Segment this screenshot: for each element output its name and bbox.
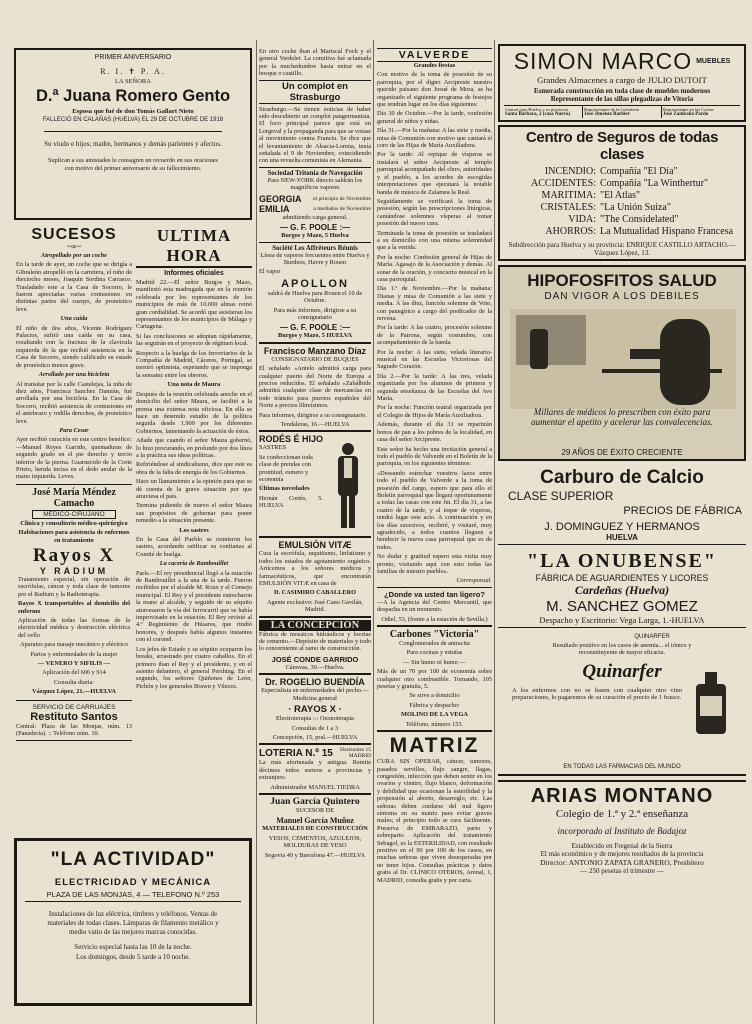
news-subheading: Grandes fiestas [413, 62, 456, 69]
ad-line: Tratamiento especial, sin operación de escrófulas, cáncer y toda clase de tumores por el Radium y la Radioterapia. [18, 576, 130, 598]
ship-name: APOLLON [281, 277, 349, 290]
insurance-row [524, 166, 738, 178]
ad-line: — Sin humo ni humo — [403, 658, 466, 666]
ad-line: incorporado al Instituto de Badajoz [557, 826, 687, 836]
ad-title: MATRIZ [389, 734, 480, 758]
insurance-row [524, 226, 738, 238]
ad-cell-value: Santa Bárbara, 2 (casa Nueva) [505, 112, 571, 117]
ad-title: LOTERIA N.º 15 [259, 747, 333, 759]
ad-title: Juan García Quintero [270, 796, 360, 807]
ad-ship-row [259, 194, 371, 204]
news-paragraph: Respecto a la huelga de los ferroviarios de la Compañía de Madrid, Cáceres, Portugal, se mostró optimista, esperando que se imponga la sensatez entre los obreros. [136, 349, 252, 379]
ad-line: MADRID [348, 753, 371, 760]
ad-line: PRECIOS DE FÁBRICA [623, 505, 742, 517]
ad-matriz [377, 730, 492, 884]
ad-paragraph: CURA SIN OPERAR, cáncer, tumores, pasados servilles, flujo sangre, llagas, congestión, infección que deben sentir en los ovarios y vientre, flujo blanco, deformación y debilidad que ocasionan la esterilidad y la propensión al aborto, desarreglo, etc. Las señoras deben cuidarse del mal ligero síntoma en su matriz para evitar graves males; el principio todo se cura fácilmente. Preserva de EMBARAZO, parto y sobreparto. Aplicación del tratamiento Sebagol, es la ESTERILIDAD, con resultado positivo en el 90 por 100 de los casos, en muchas señoras que viven desesperadas por no tener hijos. Consultas prácticas y datos gratis al Dr. CLÍNICO OTEROS, Arenal, 1, MADRID, consulta gratis y por carta. [377, 758, 492, 884]
news-paragraph: Día 1.º de Noviembre.—Por la mañana: Dianas y misa de Comunión a las siete y media. A las diez, función solemne de Voto, con panegírico a cargo del predicador de la novena. [377, 285, 492, 322]
ad-address: Burgos y Mazo, 5 HUELVA [278, 332, 352, 340]
ad-title: José María Méndez Camacho [32, 486, 116, 509]
ad-line: Manuel García Muñoz [276, 816, 354, 826]
ad-line: Conglomerados de antracita [399, 640, 470, 648]
ad-footer: Subdirección para Huelva y su provincia: ENRIQUE CASTILLO ARTACHO.—Vázquez López, 13. [508, 241, 736, 257]
ad-line: Director: ANTONIO ZAPATA GRANERO, Presbítero [540, 858, 704, 867]
ad-la-concepcion [259, 616, 371, 672]
insurance-type: MARITIMA: [541, 190, 596, 201]
ad-line: Establecido en Fregenal de la Sierra [571, 842, 673, 850]
ad-line: Partos y enfermedades de la mujer [30, 650, 118, 658]
ad-line: Aplicación de todas las formas de la electricidad médica y destrucción eléctrica del vello [18, 617, 130, 639]
ad-cell-head: Central para Huelva y su provincia [505, 107, 568, 112]
ad-line: Teléfono, número 153. [405, 720, 464, 728]
obituary-rip: R. I. ✝ P. A. [100, 67, 166, 76]
ad-emulsion-vitae [259, 536, 371, 613]
news-paragraph: No dudar y gratitud espero esta visita muy pronto, visitando aquí con esto todas las familias de nuestro pueblo». [377, 553, 492, 575]
ad-paragraph: Millares de médicos lo prescriben con éxito para aumentar el apetito y acelerar las convalecencias. [531, 407, 713, 427]
ad-line: Línea de vapores frecuentes entre Huelva y Burdeos, Havre y Rouen [260, 251, 370, 266]
ad-buendia [259, 673, 371, 741]
news-paragraph: Strasburgo.—Se tienen noticias de haber sido descubierto un complot pangermanista. El foco principal parece que está en Lorgeval y la propaganda para que se votase al movimiento contra Francia. Se dice que el levantamiento de Alsacia-Lorena, tenía señalada el 9 de Noviembre, coincidiendo con una revuelta comunista en Alemania. [259, 105, 371, 165]
ad-line: Habitaciones para asistencia de enfermos en tratamiento [18, 529, 130, 544]
divider [44, 131, 222, 132]
news-paragraph: Ayer recibió curación en este centro benéfico: —Manuel Reyes Garrido, quemaduras de segundo grado en el pie derecho y tercio inferior de la pierna. Guarnecido de la Corte Prieto, herida incisa en el dedo anular de la mano izquierda. Leves. [16, 436, 132, 481]
news-subheading: Informes oficiales [164, 270, 224, 277]
ad-line: JOSÉ CONDE GARRIDO [271, 654, 359, 664]
pharmacy-illustration-icon [510, 309, 736, 409]
ad-radium: Y RADIUM [39, 566, 109, 576]
ad-line: Cardeñas (Huelva) [574, 583, 670, 597]
news-paragraph: Este señor ha hecho una invitación general a todo el pueblo de Valverde en el Boletín de la parroquia, en los siguientes términos: [377, 445, 492, 468]
column-rule [256, 40, 257, 1024]
news-subheading: Los sastres [179, 526, 209, 534]
insurance-company: "La Unión Suiza" [600, 202, 671, 213]
ad-paragraph: El señalado «Antelo admitirá carga para cualquier puerto del Norte de Europa a precios reducidos. El señalado «Zabálbide admitirá cualquier clase de mercancías en todo tránsito para puertos españoles del Norte a precios libreísimos. [259, 365, 371, 410]
news-heading: Un complot en Strasburgo [259, 80, 371, 104]
ad-line: — 250 pesetas el trimestre — [580, 867, 664, 875]
ad-la-onubense [498, 548, 746, 628]
ad-cell [583, 106, 662, 118]
ad-line: M. SANCHEZ GOMEZ [546, 598, 698, 615]
ad-address: Central: Plaza de las Monjas, núm. 13 (Panadería). :: Teléfono núm. 10. [16, 722, 132, 738]
ad-line: Los domingos, desde 5 tarde a 10 noche. [75, 953, 191, 961]
ad-affreteurs [259, 242, 371, 340]
ad-centro-mercantil [377, 587, 492, 623]
ad-line: saldrá de Huelva para Rouen el 10 de Octubre. [267, 289, 363, 305]
news-paragraph: En la Casa del Pueblo se reunieron los sastres, acordando ratificar su confianza al Comité de huelga. [136, 536, 252, 558]
ship-date: a mediados de Noviembre [313, 205, 371, 212]
news-paragraph: Madrid 22.—El señor Burgos y Mazo, manifestó esta madrugada que en la reunión celebrada por los representantes de los municipios de más de 10.000 almas reinó gran cordialidad. Se acordó que asistieran los representantes de los municipios de Málaga y Cartagena. [136, 279, 252, 331]
ad-line: SUCESOR DE [295, 806, 335, 814]
ad-line: Se sirve a domicilio [409, 692, 460, 700]
column-rule [373, 40, 374, 1024]
ad-paragraph: La más afortunada y antigua. Remite décimos todos sorteos a provincias y extranjero. [259, 759, 371, 782]
ad-cell [504, 106, 583, 118]
ad-rodes-hijo [259, 430, 371, 536]
news-subheading: Atropellado por un coche [41, 252, 107, 259]
ad-line: D. CASIMIRO CABALLERO [273, 589, 357, 597]
ad-subtitle: ELECTRICIDAD Y MECÁNICA [54, 877, 212, 888]
ad-mendez-camacho [16, 484, 132, 701]
ad-line: Para más informes, dirigirse a su consignatario [273, 306, 357, 321]
ad-line: Servicio especial hasta las 10 de la noche. [74, 943, 192, 951]
obituary-notice [14, 48, 252, 220]
news-paragraph: En otro coche iban el Mariscal Foch y el general Verdelet. La comitiva fué aclamada por la muchedumbre hasta entrar en el bosque o castillo. [259, 48, 371, 78]
ad-title-row [259, 747, 371, 759]
ad-cell-head: Representante en las Cristas [663, 107, 714, 112]
news-paragraph: París.—El rey presidencial llegó a la estación de Rambouillet a la una de la tarde. Fueron recibidos por el alcalde M. Roux y el Consejo municipal. El Rey y el presidente estrecharon la mano al alcalde, y seguido de su séquito atravesaron la vía del ferrocarril que se había improvisado en la estación. El Rey revistó al 4.º Regimiento de Húsares, que rindió honores, y después había algunos instantes con el coronel. [136, 569, 252, 644]
ad-paragraph: Se confeccionan toda clase de prendas con prontitud, esmero y economía [259, 453, 313, 484]
ad-title: Carbones "Victoria" [389, 629, 480, 641]
ad-line: — VENERO Y SIFILIS — [37, 660, 111, 668]
ad-rayos: · RAYOS X · [288, 704, 342, 716]
ad-line: Especialista en enfermedades del pecho.—Medicina general [261, 687, 369, 702]
ad-line: Fábrica y despacho: [409, 701, 460, 709]
ad-aside [340, 747, 371, 759]
ad-line: Clínica y consultorio médico-quirúrgico [20, 519, 128, 527]
obituary-title: LA SEÑORA [115, 78, 151, 85]
ad-title: HIPOFOSFITOS SALUD [527, 271, 717, 290]
news-paragraph: «Deseando estrechar vuestros lazos entre todo el pueblo de Valverde a la toma de posesión del cargo, espero que para ello el Boletín parroquial que llegará oportunamente a todas las casas con este fin. El día 31, a las cuatro de la tarde, y al toque de vísperas, tendrá lugar este acto. A continuación y en los días sucesivos, recibiré, y visitaré, muy agradecido, a todos cuantos lleguen a bendecir la nueva casa parroquial que es de todos. [377, 469, 492, 551]
newspaper-page [8, 40, 748, 1024]
ad-address: Burgos y Mazo, 5 Huelva [281, 232, 349, 240]
column-ultima-hora [136, 226, 252, 832]
news-paragraph: En la tarde de ayer, un coche que se dirigía a Gibraleón atropelló en la carretera, el niño de dieciocho meses, Joaquín Sordina Carrasco. Trasladado este a la Casa de Socorro, le fueron apreciadas varias contusiones en distintas partes del cuerpo, de pronóstico leve. [16, 261, 132, 313]
news-paragraph: Día 30 de Octubre.—Por la tarde, confesión general de niños y niñas. [377, 110, 492, 125]
ad-address: Segovia 49 y Barcelona 47.—HUELVA [264, 851, 366, 859]
ad-line: El vapor [259, 268, 281, 276]
ad-line: Aparatos para masaje mecánico y eléctrico [20, 641, 128, 649]
column-3 [259, 48, 371, 1024]
bottle-icon [690, 672, 732, 736]
byline: Corresponsal. [456, 577, 492, 585]
ad-agent: — G. F. POOLE :— [279, 323, 351, 333]
ad-title: SIMON MARCO [513, 48, 693, 74]
ad-line: Últimas novedades [259, 485, 310, 493]
ad-footer: 29 AÑOS DE ÉXITO CRECIENTE [561, 448, 683, 457]
ad-title: Restituto Santos [30, 710, 118, 723]
insurance-company: Compañía "El Día" [600, 166, 678, 177]
ship-date: el principio de Noviembre [313, 195, 371, 202]
ad-line: Rayos X transportables al domicilio del enfermo [18, 600, 130, 615]
news-paragraph: Termina pidiendo de nuevo el señor Maura sus propósitos de gobernar para poner remedio a la situación presente. [136, 502, 252, 525]
ad-title: ¿Donde va usted tan ligero? [384, 589, 485, 599]
ad-line: FÁBRICA DE AGUARDIENTES Y LICORES [535, 573, 709, 583]
obituary-request: Suplican a sus amistades le consagren un recuerdo en sus oraciones con motivo del primer aniversario de su fallecimiento. [48, 157, 218, 172]
ad-line: Consultas de 1 a 3 [291, 724, 339, 732]
ad-line: Representante de las sillas plegadizas de Vitoria [550, 95, 694, 103]
ad-address: Hernán Cortés, 5. HUELVA [259, 494, 323, 510]
ad-hipofosfitos [498, 265, 746, 461]
insurance-type: AHORROS: [545, 226, 596, 237]
insurance-type: CRISTALES: [540, 202, 596, 213]
news-paragraph: Por la tarde: A las cuatro, procesión solemne de la Patrona, según costumbre, con acompañamiento de la banda. [377, 324, 492, 347]
ad-la-actividad [14, 838, 252, 1006]
obituary-death-date: FALLECIÓ EN CALAÑAS (HUELVA) EL 29 DE OCTUBRE DE 1918 [42, 117, 224, 123]
section-heading-valverde: VALVERDE [377, 48, 492, 62]
ad-title: Quinarfer [582, 660, 662, 682]
news-paragraph: Hace un llamamiento a la opinión para que se dé cuenta de la grave situación por que atraviesa el país. [136, 478, 252, 500]
ad-line: Aplicación del 606 y 914 [42, 669, 106, 677]
ad-title: "LA ONUBENSE" [527, 550, 717, 572]
insurance-row [524, 178, 738, 190]
ad-line: Horizontes 15 [339, 747, 371, 754]
insurance-type: INCENDIO: [544, 166, 596, 177]
ad-subtitle: DAN VIGOR A LOS DEBILES [544, 291, 700, 302]
ad-subtitle: CONSIGNATARIO DE BUQUES [271, 355, 359, 363]
ad-garcia-quintero [259, 793, 371, 859]
ad-paragraph: Más de un 70 por 100 de economía sobre cualquier otro combustible. Tomando, 105 pesetas y gratuita, 5. [377, 668, 492, 691]
ad-tritonia [259, 167, 371, 240]
ad-line: Colegio de 1.ª y 2.ª enseñanza [555, 808, 689, 820]
obituary-spouse: Esposa que fué de don Tomás Gallart Nieto [72, 108, 194, 115]
ad-line: Resultado positivo en los casos de anemia... el tónico y reconstituyente de mayor eficacia. [552, 642, 692, 657]
insurance-company: Compañía "La Winthertur" [600, 178, 709, 189]
news-paragraph: Con motivo de la toma de posesión de su parroquia, por el digno Arcipreste nuestro querido paisano don Josué de Mora, se ha organizado el siguiente programa de festejos que tendrán lugar en los días siguientes: [377, 71, 492, 109]
ad-line: Esmerada construcción en toda clase de muebles modernos [533, 87, 711, 95]
news-subheading: La cacería de Rambouillet [159, 560, 229, 568]
ad-agent: — G. F. POOLE :— [279, 223, 351, 233]
insurance-type: VIDA: [568, 214, 596, 225]
ad-address: Cánovas, 30.—Huelva. [285, 663, 345, 671]
news-paragraph: Si las conclusiones se adoptan rápidamente, las seguirán en el proyecto de régimen local. [136, 332, 252, 348]
ad-title: LA CONCEPCIÓN [259, 620, 371, 631]
news-paragraph: Refiriéndose al sindicalismo, dice que este es obra de la falta de energía de los Gobiernos. [136, 461, 252, 476]
insurance-row [524, 214, 738, 226]
ad-title: Centro de Seguros de todas clases [525, 129, 719, 163]
ad-line: Para informes, dirigirse a su consignatario. [259, 411, 367, 419]
ad-centro-seguros [498, 125, 746, 261]
ad-tag: MUEBLES [696, 58, 731, 65]
ad-subtitle: SASTRES [259, 444, 286, 452]
ad-address: Odiel, 53, (frente a la estación de Sevilla.) [381, 615, 488, 623]
ad-cell-head: Representante de la Cristalería [584, 107, 640, 112]
ad-line: QUINARFER [634, 634, 670, 640]
ad-line: El más económico y de mejores resultados de la provincia [540, 850, 704, 858]
ad-title: ARIAS MONTANO [530, 785, 714, 807]
ad-address: Vázquez López, 21.—HUELVA [32, 688, 116, 696]
insurance-row [524, 202, 738, 214]
ad-quinarfer [498, 632, 746, 776]
ad-title: RODÉS É HIJO [259, 434, 324, 445]
ad-subtitle: MÉDICO-CIRUJANO [32, 510, 116, 519]
ad-paragraph: Fábrica de mosaicos hidráulicos y locetas de cemento.—Depósito de materiales y todo lo concerniente al ramo de construcción. [259, 630, 371, 653]
ad-arias-montano [498, 780, 746, 878]
ad-table [504, 105, 740, 118]
ad-title: "LA ACTIVIDAD" [50, 849, 216, 870]
ad-title: Sociedad Tritonia de Navegación [267, 169, 363, 177]
news-paragraph: El niño de dos años, Vicente Rodríguez Palacios, sufrió una caída en su casa, resultando con la fractura de la clavícula izquierda de la que recibió asistencia en la Casa de Socorro, siendo calificado su estado de pronóstico menos grave. [16, 324, 132, 369]
ad-title: Dr. ROGELIO BUENDÍA [265, 677, 365, 688]
ad-paragraph: A los enfermos con no se basen con cualquier otro vino preparaciones, lo pagaremos de su curación el precio de 1 frasco. [512, 686, 682, 702]
news-subheading: Una nota de Maura [167, 381, 221, 389]
ad-carburo [498, 465, 746, 545]
news-paragraph: Día 2.—Por la tarde: A las tres, velada organizada por los alumnos de primera y segunda enseñanza de las Escuelas del Ave María. [377, 372, 492, 403]
news-paragraph: Por la noche: Función teatral organizada por el Colegio de Hijos de María Auxiliadora. [377, 404, 492, 419]
insurance-list [524, 166, 738, 238]
ad-manzano [259, 342, 371, 429]
ad-line: Consulta diaria: [53, 678, 95, 686]
ad-cell-value: José Jiménez Barbier [584, 112, 630, 117]
ship-name: EMILIA [259, 203, 290, 214]
news-paragraph: Terminada la toma de posesión se trasladará a su domicilio con una misma solemnidad que a la venida. [377, 229, 492, 252]
news-paragraph: Día 31.—Por la mañana: A las siete y media, misa de Comunión con motivo que cantará el coro de las Hijas de María Auxiliadora. [377, 127, 492, 150]
ad-cell [662, 106, 740, 118]
ad-line: MATERIALES DE CONSTRUCCIÓN [262, 825, 368, 833]
ad-footer: EN TODAS LAS FARMACIAS DEL MUNDO [563, 764, 681, 770]
ad-address: PLAZA DE LAS MONJAS, 4 — TELEFONO N.º 253 [46, 890, 220, 899]
ad-line: HUELVA [606, 533, 638, 542]
column-valverde [377, 48, 492, 1024]
ad-line: Grandes Almacenes a cargo de JULIO DUTOIT [537, 75, 707, 85]
news-paragraph: Además, durante el día 31 se repartirán bonos de pan a los pobres de la localidad, en casa del señor Arcipreste. [377, 421, 492, 444]
insurance-type: ACCIDENTES: [531, 178, 596, 189]
ad-address: Tendaleras, 16.—HUELVA [280, 421, 350, 428]
column-rule [494, 40, 495, 1024]
ad-cell-value: José Zambaña Pardo [663, 112, 709, 117]
ad-title: Société Les Affréteurs Réunis [272, 244, 358, 252]
insurance-row [524, 190, 738, 202]
ad-simon-marco [498, 44, 746, 122]
news-paragraph: Por la tarde: Al repique de vísperas se instalará el señor Arcipreste al templo parroquial acompañado del clero, autoridades y el pueblo, a los acordes de escogidas interpretaciones que ejecutará la notable banda de música de Zalamea la Real. [377, 151, 492, 196]
ad-ship-row [259, 204, 371, 214]
ad-carruajes [16, 704, 132, 741]
news-paragraph: Seguidamente se verificará la toma de posesión, según las prescripciones litúrgicas, cantándose solemnes vísperas al tomar posesión del nuevo cura. [377, 197, 492, 228]
insurance-company: La Mutualidad Hispano Francesa [600, 226, 734, 237]
ad-title-row [504, 48, 740, 75]
news-paragraph: Al transitar por la calle Castelejas, la niña de diez años, Francisca Sanchez Damián, fué arrollada por una bicicleta. En la Casa de Socorro, recibió asistencia de contusiones en el antebrazo y rodilla derechos, de pronóstico leve. [16, 380, 132, 425]
news-paragraph: Por la noche: A las siete, velada literario-musical en las Escuelas Victoriosas del Sagrado Corazón. [377, 348, 492, 371]
ad-loteria [259, 743, 371, 791]
obituary-anniversary: PRIMER ANIVERSARIO [94, 54, 172, 61]
ship-name: GEORGIA [259, 193, 302, 204]
insurance-company: "The Considelated" [600, 214, 679, 225]
ad-line: Para NEW-YORK directo saldrán los magníficos vapores [267, 176, 363, 192]
column-ads [498, 44, 746, 1024]
section-heading-ultima-hora: ULTIMA HORA [136, 226, 252, 268]
ad-line: admitiendo carga general. [282, 213, 348, 221]
ad-line: J. DOMINGUEZ Y HERMANOS [544, 521, 700, 533]
divider [25, 901, 241, 902]
column-sucesos [16, 226, 132, 786]
ad-address: Concepción, 15, pral.—HUELVA [272, 733, 358, 741]
ad-line: YESOS, CEMENTOS, AZULEJOS, MOLDURAS DE YESO [268, 834, 362, 850]
ad-address: Despacho y Escritorio: Vega Larga, 1.-HUELVA [539, 615, 705, 625]
ad-line: Para cocinas y estufas [406, 649, 463, 657]
ad-carbones-victoria [377, 625, 492, 728]
ad-line: Agente exclusivo: José Cano Gavilán, Madrid. [266, 598, 363, 614]
ad-line: Electroterapia :-: Ozonoterapia [276, 715, 354, 723]
ad-title: EMULSIÓN VITÆ [278, 540, 352, 551]
tailor-figure-icon [329, 440, 367, 532]
news-paragraph: Después de la reunión celebrada anoche en el domicilio del señor Maura, se facilitó a la prensa una extensa nota oficiosa. En ella se hace un detenido estudio de la política seguida desde 1.909 por los diferentes Gobiernos, lamentando la actuación de éstos. [136, 390, 252, 435]
news-subheading: Una caída [60, 315, 88, 323]
ad-line: MOLINO DE LA VEGA [401, 711, 468, 719]
news-subheading: Para Cesar [59, 426, 89, 434]
section-heading-sucesos: SUCESOS [31, 226, 117, 243]
news-paragraph: Los jefes de Estado y su séquito ocuparon los breaks, arrastrado por cuatro caballos. En el primero iban el Rey y el presidente, y en el asiento delantero, el general Pershing. En el segundo, los señores Quiñones de León, Pichón y los generales Brawn y Vilecez. [136, 645, 252, 690]
news-subheading: Arrollado por una bicicleta [38, 371, 110, 379]
news-paragraph: Añade que cuando el señor Maura gobernó, lo hizo procurando, en profundo por dos línea a la práctica sus ideas políticas. [136, 437, 252, 459]
obituary-name: D.ª Juana Romero Gento [35, 87, 231, 105]
obituary-family: Su viudo e hijos; madre, hermanos y demás parientes y afectos. [44, 140, 222, 148]
news-paragraph: Por la noche: Confesión general de Hijas de María. Agasajo de la Asociación y demás. Al sonar de la oración, y concierto musical en la casa parroquial. [377, 253, 492, 283]
ad-paragraph: Instalaciones de luz eléctrica, timbres y teléfonos. Ventas de materiales de todas clases. Lámparas de filamento metálico y medio vatio de las mejores marcas conocidas. [47, 910, 219, 936]
ad-line: —A la Agencia del Centro Mercantil, que despacha en un momento. [377, 598, 492, 614]
ad-line: CLASE SUPERIOR [508, 489, 614, 503]
ornament-divider: ~∞~ [66, 242, 82, 251]
ad-heading: SERVICIO DE CARRUAJES [32, 703, 116, 711]
ad-title: Carburo de Calcio [540, 467, 704, 488]
ad-paragraph: Cura la escrófula, raquitismo, linfatismo y todos los estados de agotamiento orgánico. Artícemos a los señores médicos y farmacéuticos, que encontrarán EMULSIÓN VITÆ en casa de [259, 550, 371, 588]
ad-rayos-x: Rayos X [32, 545, 116, 566]
insurance-company: "El Atlas" [600, 190, 641, 201]
ad-line: Administrador MANUEL TIEDRA [270, 783, 360, 791]
ad-title: Francisco Manzano Díaz [263, 345, 367, 356]
